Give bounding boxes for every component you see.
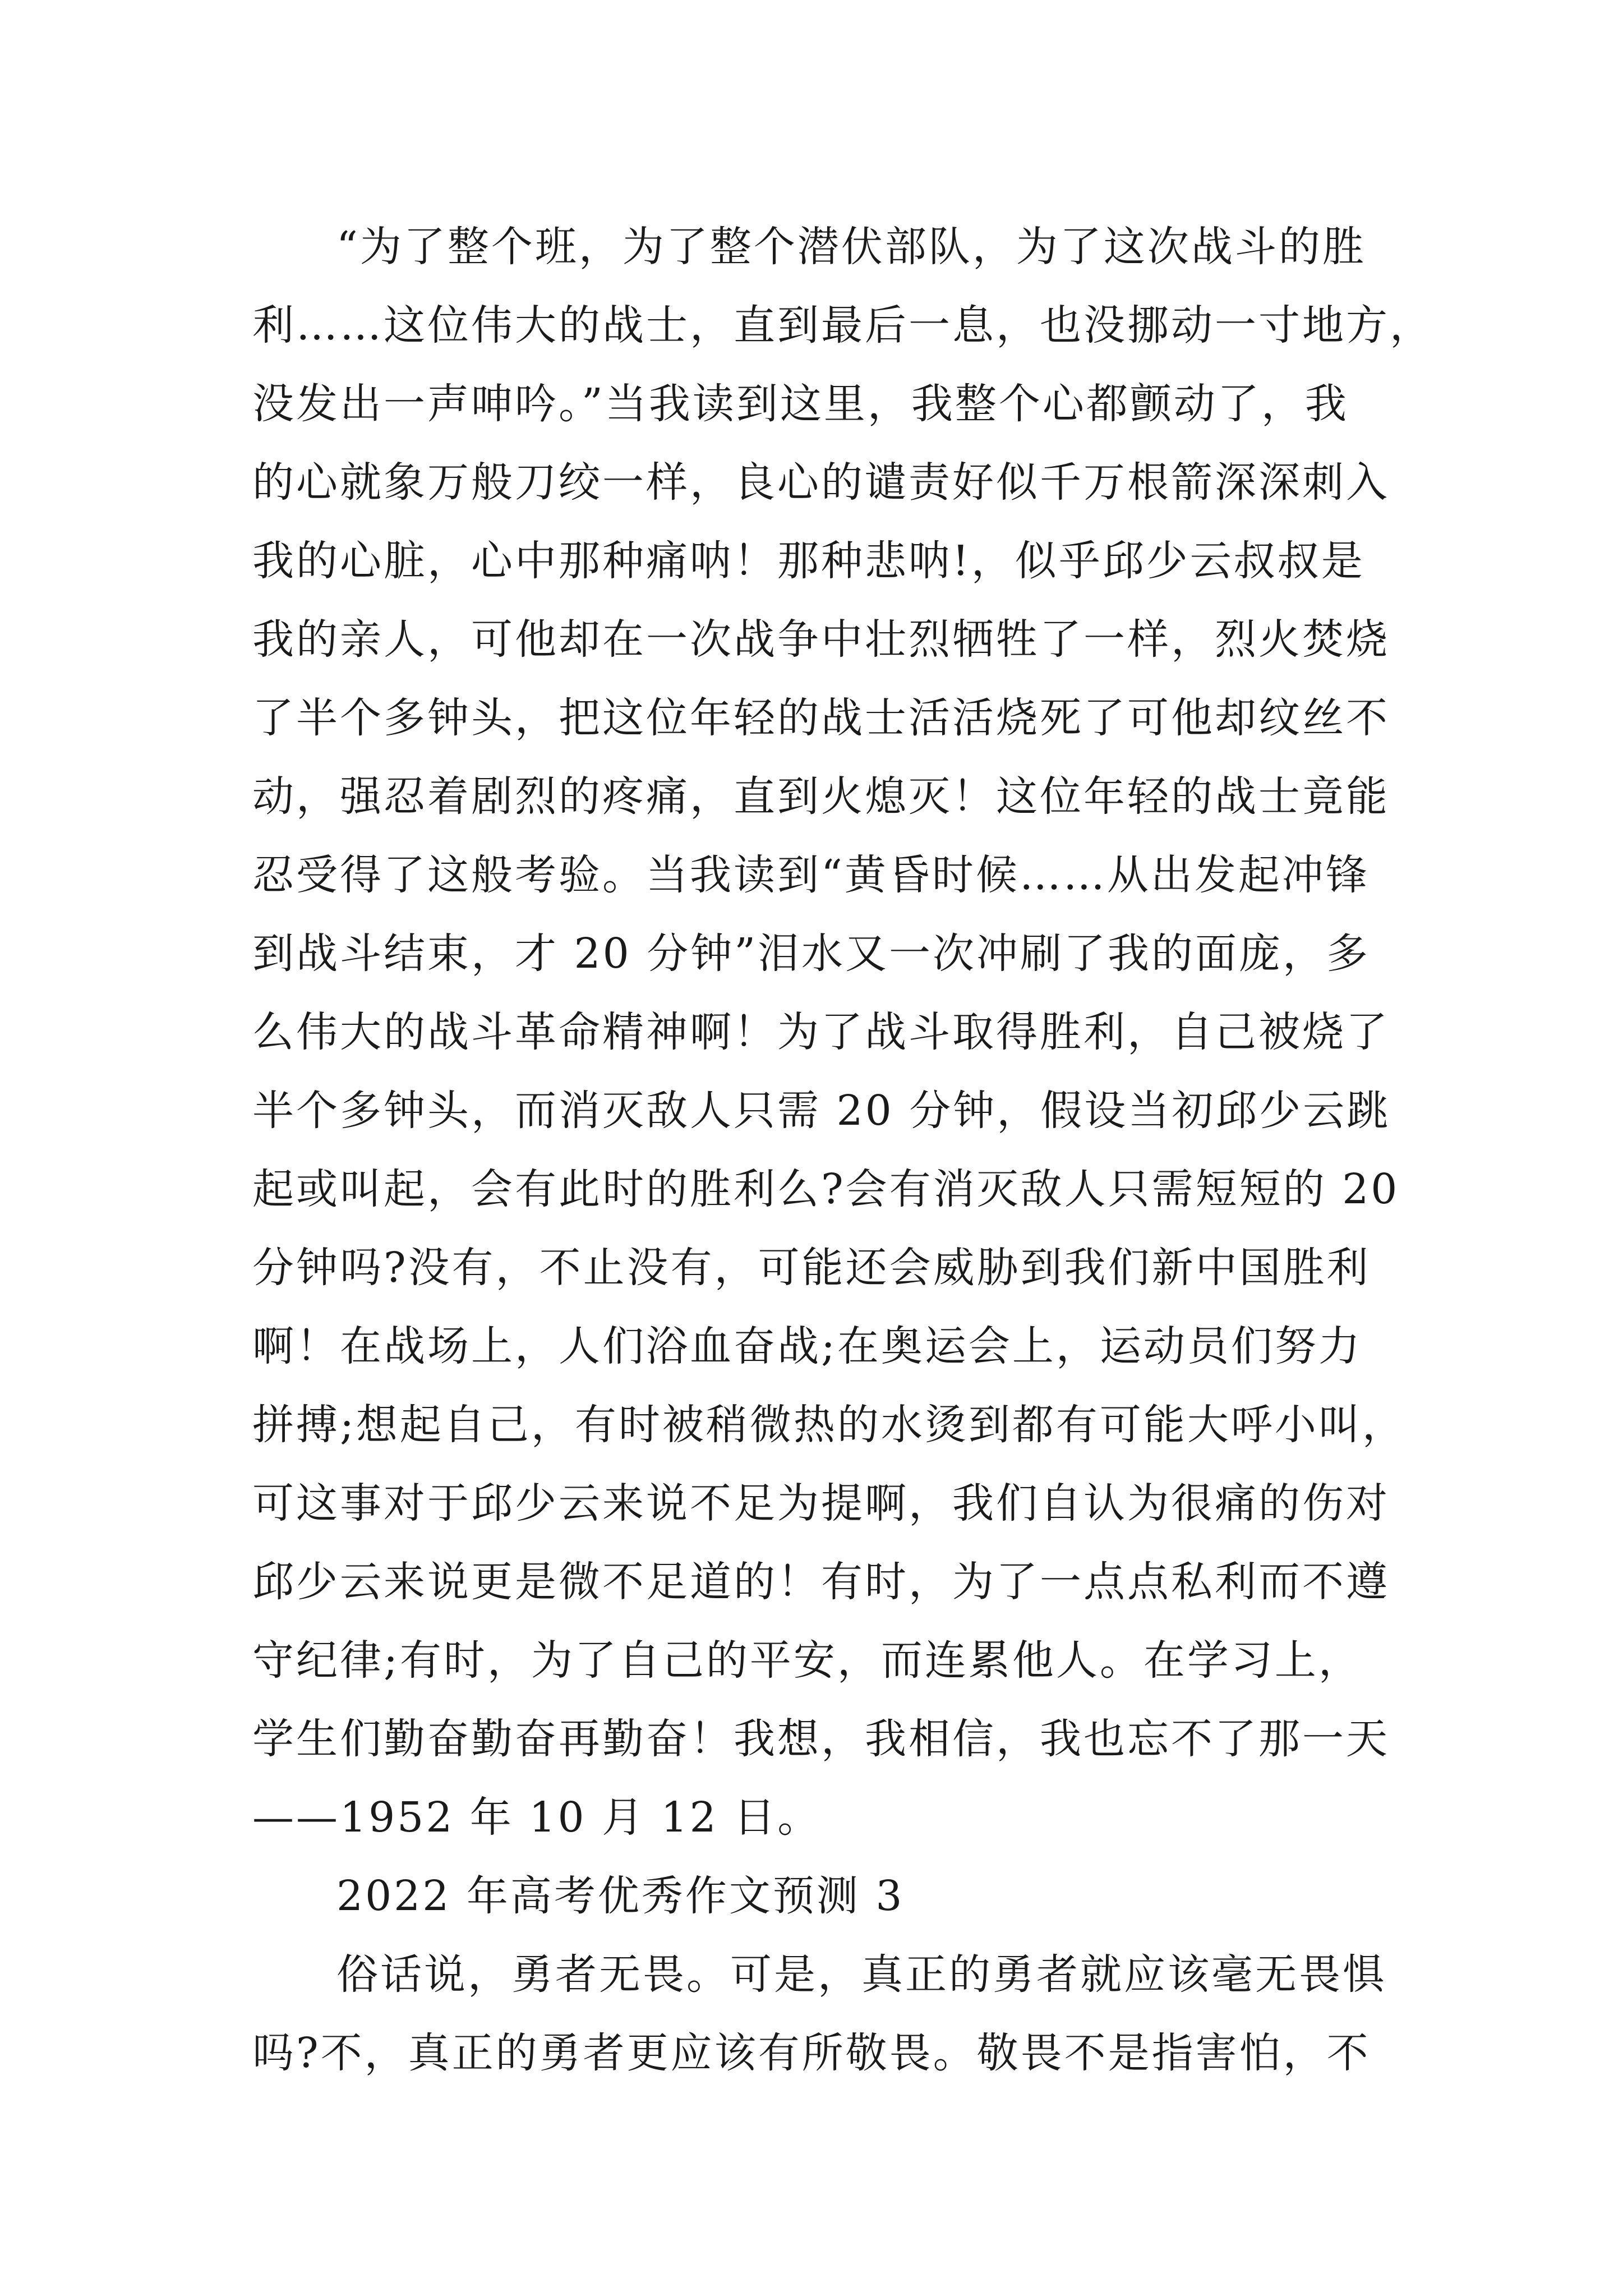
section-heading: 2022 年高考优秀作文预测 3: [336, 1872, 905, 1920]
text-line-5: 我的心脏，心中那种痛呐！那种悲呐!，似乎邱少云叔叔是: [252, 537, 1365, 585]
text-line-17: 可这事对于邱少云来说不足为提啊，我们自认为很痛的伤对: [252, 1479, 1390, 1527]
text-line-3: 没发出一声呻吟。”当我读到这里，我整个心都颤动了，我: [252, 380, 1349, 428]
text-line-6: 我的亲人，可他却在一次战争中壮烈牺牲了一样，烈火焚烧: [252, 615, 1390, 664]
text-line-19: 守纪律;有时，为了自己的平安，而连累他人。在学习上，: [252, 1636, 1362, 1685]
text-line-13: 起或叫起，会有此时的胜利么?会有消灭敌人只需短短的 20: [252, 1165, 1400, 1213]
text-line-16: 拼搏;想起自己，有时被稍微热的水烫到都有可能大呼小叫，: [252, 1401, 1406, 1449]
text-line-2: 利……这位伟大的战士，直到最后一息，也没挪动一寸地方，: [252, 301, 1433, 349]
text-line-1: “为了整个班，为了整个潜伏部队，为了这次战斗的胜: [336, 223, 1366, 271]
text-line-14: 分钟吗?没有，不止没有，可能还会威胁到我们新中国胜利: [252, 1244, 1371, 1292]
text-line-12: 半个多钟头，而消灭敌人只需 20 分钟，假设当初邱少云跳: [252, 1087, 1391, 1135]
text-line-8: 动，强忍着剧烈的疼痛，直到火熄灭！这位年轻的战士竟能: [252, 772, 1390, 821]
text-line-18: 邱少云来说更是微不足道的！有时，为了一点点私利而不遵: [252, 1558, 1390, 1606]
document-body: [252, 208, 1433, 2092]
text-line-7: 了半个多钟头，把这位年轻的战士活活烧死了可他却纹丝不: [252, 694, 1390, 742]
text-line-10: 到战斗结束，才 20 分钟”泪水又一次冲刷了我的面庞，多: [252, 930, 1371, 978]
text-line-23: 俗话说，勇者无畏。可是，真正的勇者就应该毫无畏惧: [336, 1950, 1386, 1999]
text-line-11: 么伟大的战斗革命精神啊！为了战斗取得胜利，自己被烧了: [252, 1008, 1390, 1056]
text-line-20: 学生们勤奋勤奋再勤奋！我想，我相信，我也忘不了那一天: [252, 1715, 1390, 1763]
text-line-4: 的心就象万般刀绞一样，良心的谴责好似千万根箭深深刺入: [252, 458, 1390, 507]
text-line-24: 吗?不，真正的勇者更应该有所敬畏。敬畏不是指害怕，不: [252, 2029, 1371, 2077]
text-line-15: 啊！在战场上，人们浴血奋战;在奥运会上，运动员们努力: [252, 1322, 1362, 1370]
text-line-21: ——1952 年 10 月 12 日。: [252, 1793, 822, 1842]
text-line-9: 忍受得了这般考验。当我读到“黄昏时候……从出发起冲锋: [252, 851, 1370, 899]
